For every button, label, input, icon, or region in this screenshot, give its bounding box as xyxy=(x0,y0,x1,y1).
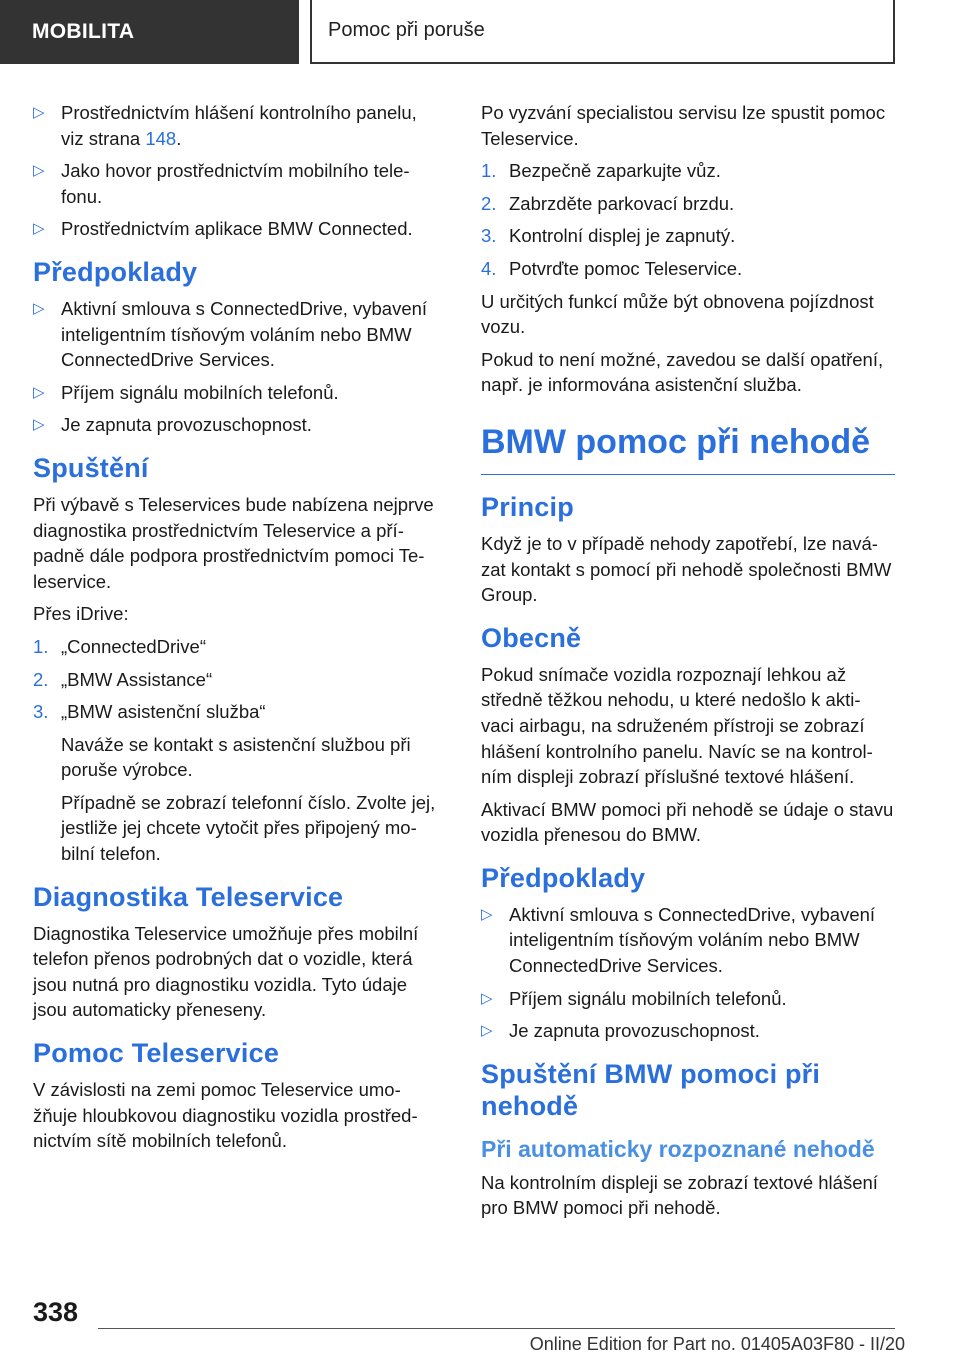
step-item: 2. Zabrzděte parkovací brzdu. xyxy=(481,191,895,217)
paragraph: Diagnostika Teleservice umožňuje přes mobilní telefon přenos podrobných dat o vozidle, která jsou nutná pro diagnostiku vozidla. Tyto údaje jsou automaticky přeneseny. xyxy=(33,922,419,1021)
triangle-bullet-icon: ▷ xyxy=(33,416,45,434)
list-item: ▷ Příjem signálu mobilních telefonů. xyxy=(481,986,895,1012)
list-item: ▷ Aktivní smlouva s ConnectedDrive, vybavení inteligentním tísňovým voláním nebo BMW ConnectedDrive Services. xyxy=(481,903,876,977)
list-item: ▷ Jako hovor prostřednictvím mobilního tele‐ fonu. xyxy=(33,160,410,207)
paragraph: Když je to v případě nehody zapotřebí, lze navá‐ zat kontakt s pomocí při nehodě společnosti BMW Group. xyxy=(481,532,892,606)
step-number: 2. xyxy=(33,668,49,690)
paragraph: Aktivací BMW pomoci při nehodě se údaje o stavu vozidla přenesou do BMW. xyxy=(481,798,894,846)
list-item: ▷ Prostřednictvím hlášení kontrolního panelu, viz strana 148. xyxy=(33,102,417,149)
triangle-bullet-icon: ▷ xyxy=(481,989,493,1007)
list-item: ▷ Je zapnuta provozuschopnost. xyxy=(481,1018,895,1044)
paragraph: Při výbavě s Teleservices bude nabízena nejprve diagnostika prostřednictvím Teleservice a pří‐ padně dále podpora prostřednictvím pomoci Te‐ leservice. xyxy=(33,493,434,592)
edition-label: Online Edition for Part no. 01405A03F80 - II/20 xyxy=(529,1334,905,1354)
triangle-bullet-icon: ▷ xyxy=(33,299,45,317)
list-item: ▷ Příjem signálu mobilních telefonů. xyxy=(33,380,443,406)
step-number: 4. xyxy=(481,257,497,279)
triangle-bullet-icon: ▷ xyxy=(481,905,493,923)
section-heading-obecne: Obecně xyxy=(481,622,582,653)
step-note: Naváže se kontakt s asistenční službou při poruše výrobce. xyxy=(61,733,411,781)
page-link[interactable]: 148 xyxy=(145,127,177,149)
left-column xyxy=(33,100,443,1161)
step-note: Případně se zobrazí telefonní číslo. Zvolte jej, jestliže jej chcete vytočit přes připojený mo‐ bilní telefon. xyxy=(61,791,436,865)
paragraph: Pokud snímače vozidla rozpoznají lehkou až středně těžkou nehodu, u které nedošlo k akti‐ vaci airbagu, na sdruženém přístroji se zobrazí hlášení kontrolního panelu. Navíc se na kontrol‐ ním displeji zobrazí příslušné textové hlášení. xyxy=(481,663,873,788)
paragraph: Na kontrolním displeji se zobrazí textové hlášení pro BMW pomoci při nehodě. xyxy=(481,1171,878,1219)
triangle-bullet-icon: ▷ xyxy=(33,162,45,180)
step-item: 4. Potvrďte pomoc Teleservice. xyxy=(481,256,895,282)
triangle-bullet-icon: ▷ xyxy=(33,220,45,238)
list-item: ▷ Prostřednictvím aplikace BMW Connected. xyxy=(33,216,443,242)
section-heading-spusteni-nehoda: Spuštění BMW pomoci při nehodě xyxy=(481,1058,821,1121)
list-item: ▷ Aktivní smlouva s ConnectedDrive, vybavení inteligentním tísňovým voláním nebo BMW ConnectedDrive Services. xyxy=(33,297,428,371)
step-item: 2. „BMW Assistance“ xyxy=(33,667,443,693)
footer-divider xyxy=(98,1328,895,1329)
topic-label: Pomoc při poruše xyxy=(310,0,895,64)
step-item: 1. „ConnectedDrive“ xyxy=(33,634,443,660)
paragraph: U určitých funkcí může být obnovena pojízdnost vozu. xyxy=(481,290,874,338)
paragraph: Pokud to není možné, zavedou se další opatření, např. je informována asistenční služba. xyxy=(481,348,884,396)
triangle-bullet-icon: ▷ xyxy=(33,104,45,121)
section-heading-diagnostika: Diagnostika Teleservice xyxy=(33,881,344,912)
subsection-heading-auto: Při automaticky rozpoznané nehodě xyxy=(481,1135,875,1162)
section-heading-predpoklady: Předpoklady xyxy=(481,862,646,893)
step-number: 1. xyxy=(33,635,49,657)
chapter-title: BMW pomoc při nehodě xyxy=(481,420,895,475)
step-number: 3. xyxy=(481,225,497,247)
step-item: 3. Kontrolní displej je zapnutý. xyxy=(481,223,895,249)
section-heading-pomoc: Pomoc Teleservice xyxy=(33,1038,280,1069)
step-number: 2. xyxy=(481,192,497,214)
step-number: 3. xyxy=(33,701,49,723)
paragraph: Po vyzvání specialistou servisu lze spustit pomoc Teleservice. xyxy=(481,102,886,149)
triangle-bullet-icon: ▷ xyxy=(33,383,45,401)
section-heading-predpoklady: Předpoklady xyxy=(33,256,198,287)
paragraph: Přes iDrive: xyxy=(33,603,129,625)
paragraph: V závislosti na zemi pomoc Teleservice umo‐ žňuje hloubkovou diagnostiku vozidla prostřed‐ nictvím sítě mobilních telefonů. xyxy=(33,1079,418,1152)
page-header xyxy=(0,0,960,66)
right-column xyxy=(481,100,895,1228)
page-number: 338 xyxy=(33,1297,79,1327)
list-item: ▷ Je zapnuta provozuschopnost. xyxy=(33,412,443,438)
section-heading-spusteni: Spuštění xyxy=(33,452,149,483)
triangle-bullet-icon: ▷ xyxy=(481,1022,493,1040)
step-item: 1. Bezpečně zaparkujte vůz. xyxy=(481,158,895,184)
section-heading-princip: Princip xyxy=(481,491,574,522)
step-item: 3. „BMW asistenční služba“ xyxy=(33,699,443,725)
section-label: MOBILITA xyxy=(0,0,299,64)
step-number: 1. xyxy=(481,160,497,182)
